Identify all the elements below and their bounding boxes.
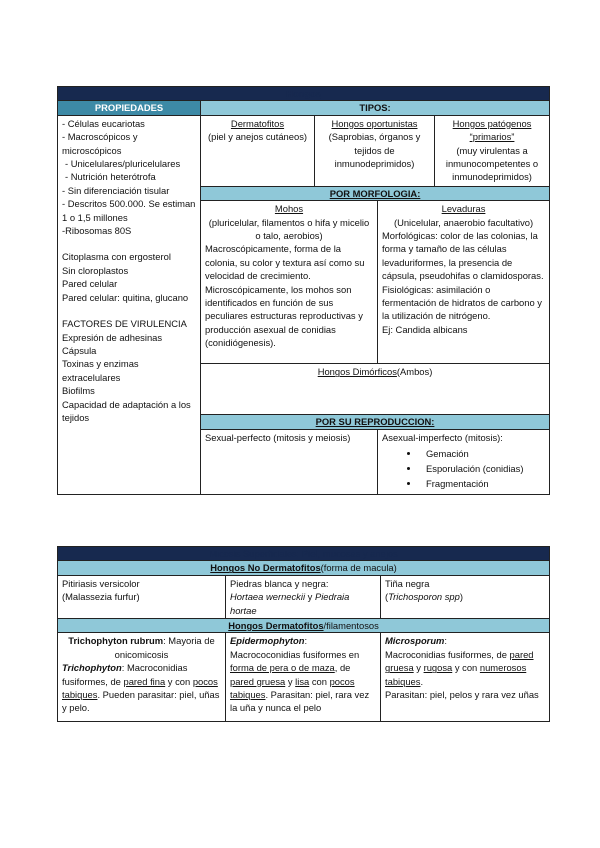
property-item: Expresión de adhesinas — [62, 331, 163, 343]
property-item: Citoplasma con ergosterol — [62, 251, 171, 263]
piedras-cell: Piedras blanca y negra: Hortaea werneckii y Piedraia hortae — [226, 575, 381, 618]
no-dermatofitos-header: Hongos No Dermatofitos(forma de macula) — [58, 561, 550, 575]
property-item: - Descritos 500.000. Se estiman 1 o 1,5 millones — [62, 198, 196, 223]
levaduras-cell — [378, 201, 550, 364]
list-item: • Gemación — [420, 446, 545, 461]
fungi-table-title: Hongos — [58, 87, 550, 101]
type-name: Hongos patógenos “primarios” — [452, 117, 532, 143]
properties-header: PROPIEDADES — [58, 101, 201, 115]
species-name: Epidermophyton — [230, 635, 305, 647]
microsporum-cell: Microsporum: Macroconidias fusiformes, de pared gruesa y rugosa y con numerosos tabiques. Parasitan: piel, pelos y rara vez uñas — [381, 633, 550, 722]
property-item: Sin cloroplastos — [62, 264, 129, 276]
mycosis-table-title: Micosis Superficiales: Piel, mucosas y anejos — [58, 547, 550, 561]
property-item: - Unicelulares/pluricelulares — [65, 158, 181, 170]
list-item: • Fragmentación — [420, 476, 545, 491]
morphology-header: POR MORFOLOGIA: — [201, 186, 550, 200]
property-item: Toxinas y enzimas extracelulares — [62, 358, 139, 383]
pitiriasis-cell — [58, 575, 226, 618]
epidermophyton-cell: Epidermophyton: Macrococonidias fusiformes en forma de pera o de maza, de pared gruesa y lisa con pocos tabiques. Parasitan: piel, rara vez la uña y nunca el pelo — [226, 633, 381, 722]
levaduras-name: Levaduras — [441, 203, 486, 215]
asexual-list — [382, 446, 545, 491]
dimorficos-name: Hongos Dimórficos — [317, 366, 397, 378]
type-name: Hongos oportunistas — [331, 117, 418, 129]
properties-cell — [58, 115, 201, 494]
sexual-cell — [201, 429, 378, 494]
spacer — [62, 304, 196, 317]
mohos-subtitle: (pluricelular, filamentos o hifa y micelio o talo, aerobios) — [208, 216, 370, 242]
type-patogenos — [435, 115, 550, 186]
pitiriasis-name: Pitiriasis versicolor — [62, 577, 140, 589]
levaduras-text: Morfológicas: color de las colonias, la forma y tamaño de las células levaduriformes, la presencia de cápsula, pseudohifas o clamidosporas. Fisiológicas: asimilación o fermentación de hidratos de carbono y la utilización de nitrógeno. — [382, 230, 544, 322]
tina-negra-cell: Tiña negra (Trichosporon spp) — [381, 575, 550, 618]
asexual-cell — [378, 429, 550, 494]
species-name: Microsporum — [385, 635, 445, 647]
property-item: -Ribosomas 80S — [62, 225, 132, 237]
levaduras-example: Ej: Candida albicans — [382, 323, 468, 335]
property-item: - Nutrición heterótrofa — [65, 171, 156, 183]
species-name: Trichophyton — [62, 662, 122, 674]
mohos-cell — [201, 201, 378, 364]
trichophyton-cell: Trichophyton rubrum: Mayoria de onicomicosis Trichophyton: Macroconidias fusiformes, de pared fina y con pocos tabiques. Pueden parasitar: piel, uñas y pelo. — [58, 633, 226, 722]
type-name: Dermatofitos — [230, 117, 285, 129]
property-item: Biofilms — [62, 385, 95, 397]
virulence-heading: FACTORES DE VIRULENCIA — [62, 318, 187, 330]
spacer — [62, 237, 196, 250]
piedras-name: Piedras blanca y negra: — [230, 577, 329, 589]
property-item: - Células eucariotas — [62, 117, 145, 129]
property-item: - Macroscópicos y microscópicos — [62, 131, 138, 156]
mohos-name: Mohos — [274, 203, 304, 215]
type-desc: (Saprobias, órganos y tejidos de inmunodeprimidos) — [328, 131, 421, 170]
asexual-text: Asexual-imperfecto (mitosis): — [382, 431, 503, 443]
species-name: Trichosporon spp — [388, 591, 460, 603]
dermatofitos-header: Hongos Dermatofitos/filamentosos — [58, 619, 550, 633]
mohos-text: Macroscópicamente, forma de la colonia, su color y textura así como su velocidad de crecimiento. Microscópicamente, los mohos son identificados en función de sus peculiares estructuras reproductivas y producción asexual de conidias (conidiógenesis). — [205, 243, 365, 349]
property-item: - Sin diferenciación tisular — [62, 184, 170, 196]
levaduras-subtitle: (Unicelular, anaerobio facultativo) — [393, 216, 534, 228]
list-item: • Esporulación (conidias) — [420, 461, 545, 476]
sexual-text: Sexual-perfecto (mitosis y meiosis) — [205, 431, 351, 443]
dimorficos-row — [201, 364, 550, 415]
type-dermatofitos — [201, 115, 315, 186]
type-oportunistas — [315, 115, 435, 186]
property-item: Pared celular — [62, 278, 118, 290]
fungi-table — [57, 86, 550, 495]
property-item: Pared celular: quitina, glucano — [62, 291, 189, 303]
property-item: Capacidad de adaptación a los tejidos — [62, 398, 191, 423]
property-item: Cápsula — [62, 344, 97, 356]
species-name: Piedraia hortae — [230, 591, 350, 616]
types-header: TIPOS: — [201, 101, 550, 115]
tina-name: Tiña negra — [385, 577, 430, 589]
type-desc: (piel y anejos cutáneos) — [207, 131, 307, 143]
type-desc: (muy virulentas a inmunocompetentes o inmunodeprimidos) — [445, 144, 539, 183]
species-name: Trichophyton rubrum — [68, 635, 164, 647]
pitiriasis-agent: (Malassezia furfur) — [62, 591, 140, 603]
mycosis-table — [57, 546, 550, 722]
dimorficos-suffix: (Ambos) — [396, 366, 433, 378]
species-name: Hortaea werneckii — [230, 591, 306, 603]
reproduction-header: POR SU REPRODUCCION: — [201, 415, 550, 429]
